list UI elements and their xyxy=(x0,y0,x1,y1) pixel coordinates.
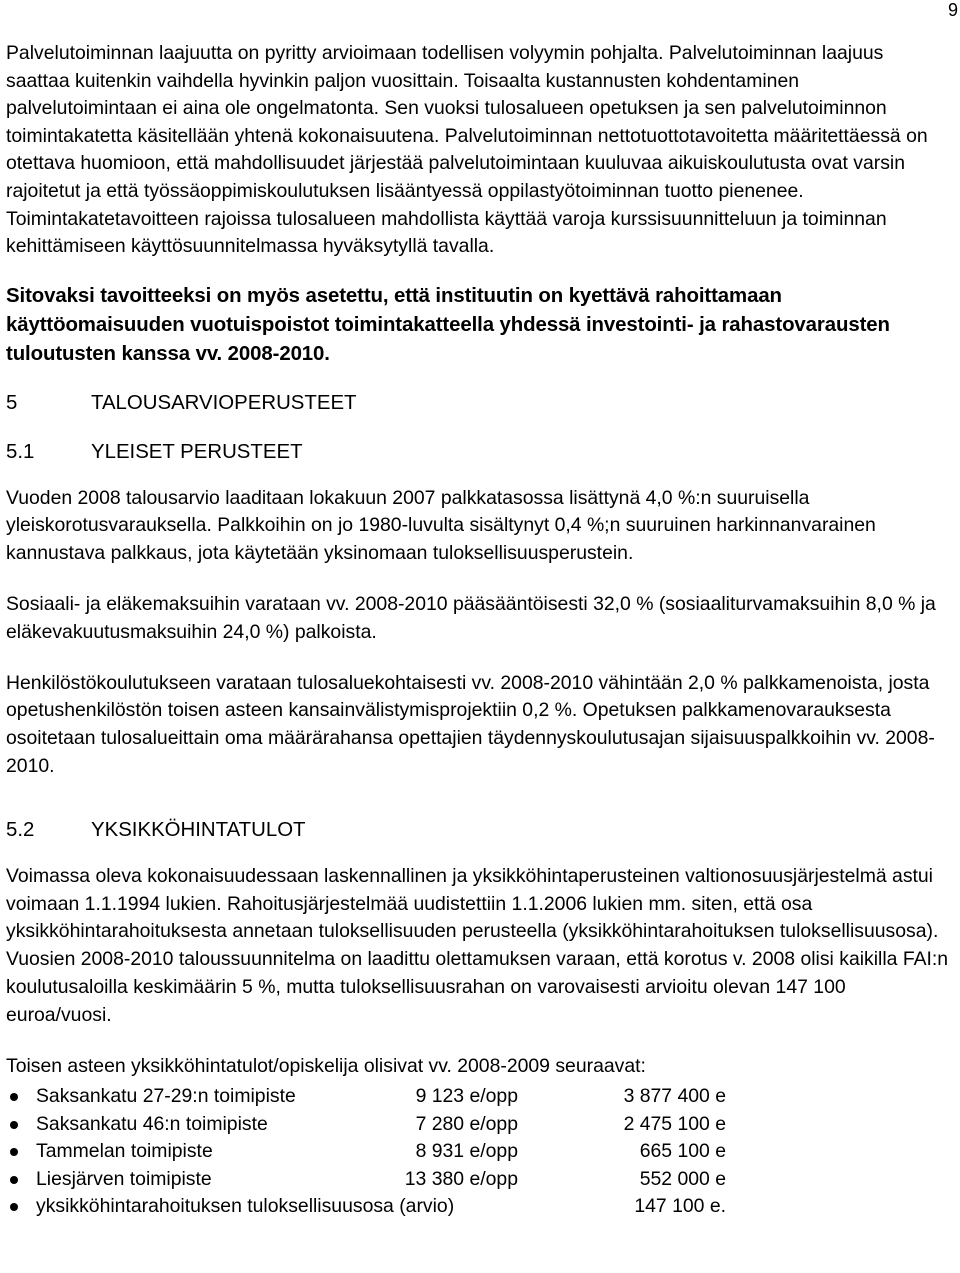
unit-name: Saksankatu 27-29:n toimipiste xyxy=(36,1085,296,1108)
intro-paragraph: Palvelutoiminnan laajuutta on pyritty arvioimaan todellisen volyymin pohjalta. Palvelutoiminnan laajuus saattaa kuitenkin vaihdella hyvinkin paljon vuosittain. Toisaalta kustannusten kohdentaminen palvelutoimintaan ei aina ole ongelmatonta. Sen vuoksi tulosalueen opetuksen ja sen palvelutoiminnon toimintakatetta käsitellään yhtenä kokonaisuutena. Palvelutoiminnan nettotuottotavoitetta määritettäessä on otettava huomioon, että mahdollisuudet järjestää palvelutoimintaan kuuluvaa aikuiskoulutusta ovat varsin rajoitetut ja että työssäoppimiskoulutuksen lisääntyessä oppilastyötoiminnan tuotto pienenee. Toimintakatetavoitteen rajoissa tulosalueen mahdollista käyttää varoja kurssisuunnitteluun ja toiminnan kehittämiseen käyttösuunnitelmassa hyväksytyllä tavalla. xyxy=(6,42,928,258)
social-pension-paragraph: Sosiaali- ja eläkemaksuihin varataan vv. 2008-2010 pääsääntöisesti 32,0 % (sosiaaliturvamaksuihin 8,0 % ja eläkevakuutusmaksuihin 24,0 %) palkoista. xyxy=(6,593,936,643)
per-student-value: 8 931 e/opp xyxy=(415,1140,518,1163)
total-value: 3 877 400 e xyxy=(623,1085,726,1108)
page-number: 9 xyxy=(947,0,958,20)
bullet-icon xyxy=(10,1176,18,1184)
state-funding-paragraph: Voimassa oleva kokonaisuudessaan laskennallinen ja yksikköhintaperusteinen valtionosuusjärjestelmä astui voimaan 1.1.1994 lukien. Rahoitusjärjestelmää uudistettiin 1.1.2006 lukien mm. siten, että osa yksikköhintarahoituksesta annetaan tuloksellisuuden perusteella (yksikköhintarahoituksen tuloksellisuusosa). Vuosien 2008-2010 taloussuunnitelma on laadittu olettamuksen varaan, että korotus v. 2008 olisi kaikilla FAI:n koulutusaloilla keskimäärin 5 %, mutta tuloksellisuusrahan on varovaisesti arvioitu olevan 147 100 euroa/vuosi. xyxy=(6,864,949,1026)
unit-price-list xyxy=(6,1083,950,1220)
total-value: 552 000 e xyxy=(639,1167,726,1190)
list-item xyxy=(6,1193,950,1220)
section-5-number: 5 xyxy=(6,391,18,414)
budget-basis-paragraph: Vuoden 2008 talousarvio laaditaan lokakuun 2007 palkkatasossa lisättynä 4,0 %:n suuruisella yleiskorotusvarauksella. Palkkoihin on jo 1980-luvulta sisältynyt 0,4 %;n suuruinen harkinnanvarainen kannustava palkkaus, jota käytetään yksinomaan tuloksellisuusperustein. xyxy=(6,486,876,565)
unit-name: Tammelan toimipiste xyxy=(36,1140,213,1163)
total-value: 665 100 e xyxy=(639,1140,726,1163)
unit-price-intro: Toisen asteen yksikköhintatulot/opiskelija olisivat vv. 2008-2009 seuraavat: xyxy=(6,1054,646,1077)
list-item xyxy=(6,1138,950,1165)
section-5-2-number: 5.2 xyxy=(6,818,35,841)
per-student-value: 7 280 e/opp xyxy=(415,1112,518,1135)
document-body xyxy=(6,40,950,1220)
section-5-1-heading xyxy=(6,437,950,467)
list-item xyxy=(6,1083,950,1110)
list-item xyxy=(6,1111,950,1138)
section-5-2-heading xyxy=(6,815,950,845)
per-student-value: 9 123 e/opp xyxy=(415,1085,518,1108)
bullet-icon xyxy=(10,1148,18,1156)
staff-training-paragraph: Henkilöstökoulutukseen varataan tulosaluekohtaisesti vv. 2008-2010 vähintään 2,0 % palkkamenoista, josta opetushenkilöstön toisen asteen kansainvälistymisprojektiin 0,2 %. Opetuksen palkkamenovarauksesta osoitetaan tulosalueittain oma määrärahansa opettajien täydennyskoulutusajan sijaisuuspalkkoihin vv. 2008-2010. xyxy=(6,671,935,778)
bullet-icon xyxy=(10,1121,18,1129)
total-value: 2 475 100 e xyxy=(623,1112,726,1135)
unit-name: Saksankatu 46:n toimipiste xyxy=(36,1112,268,1135)
binding-target-paragraph: Sitovaksi tavoitteeksi on myös asetettu, että instituutin on kyettävä rahoittamaan käyttöomaisuuden vuotuispoistot toimintakatteella yhdessä investointi- ja rahastovarausten tuloutusten kanssa vv. 2008-2010. xyxy=(6,284,890,366)
section-5-title: TALOUSARVIOPERUSTEET xyxy=(91,391,357,414)
list-item xyxy=(6,1166,950,1193)
bullet-icon xyxy=(10,1093,18,1101)
total-value: 147 100 e. xyxy=(634,1194,726,1217)
unit-name: yksikköhintarahoituksen tuloksellisuusosa (arvio) xyxy=(36,1194,455,1217)
section-5-1-title: YLEISET PERUSTEET xyxy=(91,440,303,463)
section-5-heading xyxy=(6,388,950,418)
section-5-1-number: 5.1 xyxy=(6,440,35,463)
section-5-2-title: YKSIKKÖHINTATULOT xyxy=(91,818,306,841)
bullet-icon xyxy=(10,1203,18,1211)
unit-name: Liesjärven toimipiste xyxy=(36,1167,212,1190)
per-student-value: 13 380 e/opp xyxy=(404,1167,518,1190)
